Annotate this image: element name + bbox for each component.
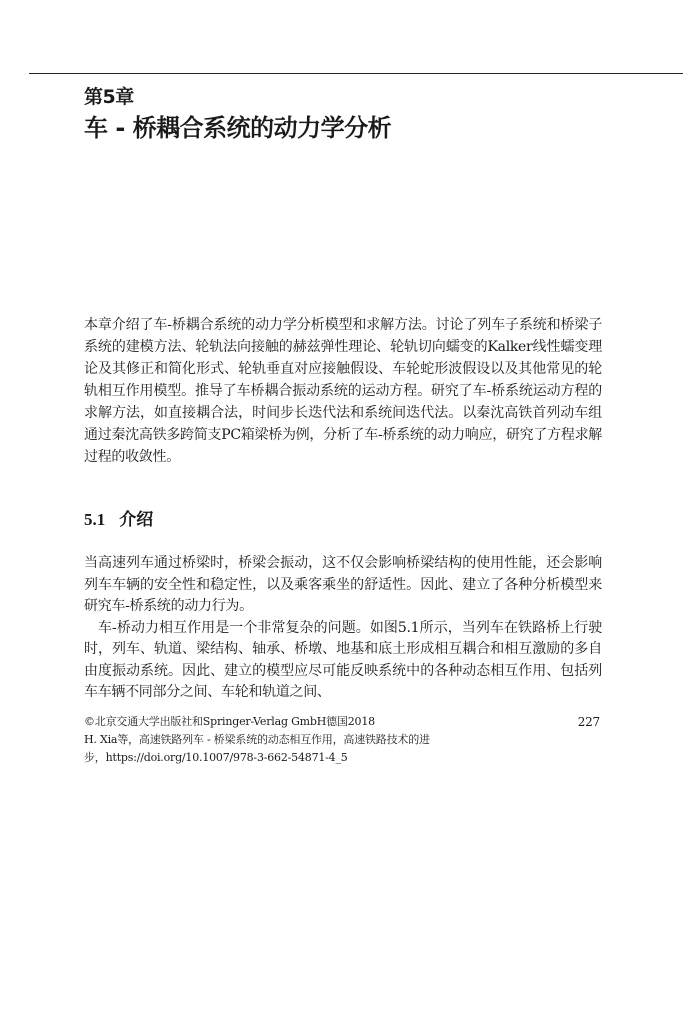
section-title: 介绍: [119, 510, 154, 530]
section-number: 5.1: [84, 510, 106, 529]
page-footer: [84, 713, 602, 767]
chapter-label: 第5章: [84, 86, 134, 108]
page-number: 227: [577, 715, 600, 729]
top-rule: [29, 73, 683, 74]
section-heading: [84, 507, 153, 533]
chapter-abstract: 本章介绍了车-桥耦合系统的动力学分析模型和求解方法。讨论了列车子系统和桥梁子系统的建模方法、轮轨法向接触的赫兹弹性理论、轮轨切向蠕变的Kalker线性蠕变理论及其修正和简化形式、轮轨垂直对应接触假设、车轮蛇形波假设以及其他常见的轮轨相互作用模型。推导了车桥耦合振动系统的运动方程。研究了车-桥系统运动方程的求解方法，如直接耦合法，时间步长迭代法和系统间迭代法。以秦沈高铁首列动车组通过秦沈高铁多跨简支PC箱梁桥为例，分析了车-桥系统的动力响应，研究了方程求解过程的收敛性。: [84, 317, 602, 465]
copyright-notice: ©北京交通大学出版社和Springer-Verlag GmbH德国2018: [84, 715, 375, 728]
paragraph: 当高速列车通过桥梁时，桥梁会振动，这不仅会影响桥梁结构的使用性能，还会影响列车车辆的安全性和稳定性，以及乘客乘坐的舒适性。因此、建立了各种分析模型来研究车-桥系统的动力行为。: [84, 555, 602, 614]
section-body: [84, 553, 602, 704]
paragraph: 车-桥动力相互作用是一个非常复杂的问题。如图5.1所示，当列车在铁路桥上行驶时，列车、轨道、梁结构、轴承、桥墩、地基和底土形成相互耦合和相互激励的多自由度振动系统。因此、建立的模型应尽可能反映系统中的各种动态相互作用、包括列车车辆不同部分之间、车轮和轨道之间、: [84, 619, 602, 700]
chapter-title: 车 - 桥耦合系统的动力学分析: [84, 114, 392, 142]
citation-doi-line: 步，https://doi.org/10.1007/978-3-662-54871-4_5: [84, 751, 348, 764]
citation-line: H. Xia等，高速铁路列车 - 桥梁系统的动态相互作用，高速铁路技术的进: [84, 733, 430, 746]
